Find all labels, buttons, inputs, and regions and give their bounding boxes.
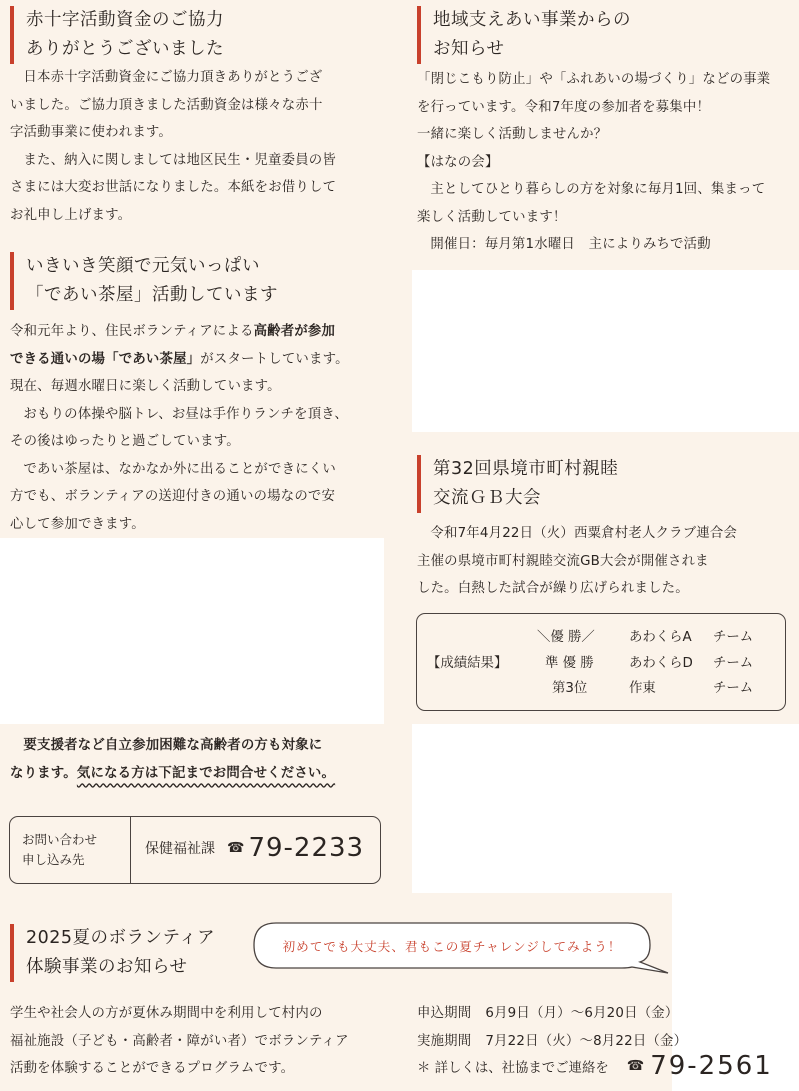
red-cross-title-line1: 赤十字活動資金のご協力 [26,10,224,30]
red-cross-line: 日本赤十字活動資金にご協力頂きありがとうござ [23,70,323,85]
community-line: 主としてひとり暮らしの方を対象に毎月1回、集まって [430,182,766,197]
gb-heading [417,455,618,513]
volunteer-line: 福祉施設（子ども・高齢者・障がい者）でボランティア [10,1033,349,1049]
deai-chaya-title-line2: 「であい茶屋」活動しています [26,285,278,305]
phone-icon: ☎ [227,840,245,856]
volunteer-contact-note: ＊ 詳しくは、社協までご連絡を [417,1060,609,1076]
deai-chaya-text: がスタートしています。 [200,351,349,367]
gb-body [417,520,795,603]
red-cross-title-line2: ありがとうございました [26,39,224,59]
result-suffix: チーム [713,656,754,671]
contact-label-line2: 申し込み先 [22,852,85,867]
deai-chaya-line [10,318,390,346]
contact-divider [130,817,131,883]
deai-chaya-heading [10,252,278,310]
gb-title-line1: 第32回県境市町村親睦 [433,459,619,479]
community-line: 「閉じこもり防止」や「ふれあいの場づくり」などの事業 [417,72,771,87]
deai-chaya-line: 心して参加できます。 [10,516,145,532]
volunteer-title-line1: 2025夏のボランティア [26,928,216,948]
result-suffix: チーム [713,681,754,696]
speech-bubble-text: 初めてでも大丈夫、君もこの夏チャレンジしてみよう！ [282,938,622,954]
deai-chaya-line: であい茶屋は、なかなか外に出ることができにくい [23,461,336,477]
volunteer-body [10,1000,400,1083]
phone-icon: ☎ [626,1058,645,1074]
apply-period-row [417,1000,797,1028]
deai-chaya-line: その後はゆったりと過ごしています。 [10,434,240,449]
gb-line: した。白熱した試合が繰り広げられました。 [417,581,689,596]
community-title-line1: 地域支えあい事業からの [433,10,631,30]
deai-chaya-line: 方でも、ボランティアの送迎付きの通いの場なので安 [10,489,336,504]
apply-period-label: 申込期間 [417,1006,472,1021]
deai-chaya-bold-text: 高齢者が参加 [253,324,336,339]
contact-label [22,830,97,870]
contact-box [9,816,381,884]
red-cross-heading [10,6,224,64]
results-box [416,613,786,711]
volunteer-contact-row [417,1051,773,1081]
deai-chaya-line [10,346,390,374]
contact-phone-number[interactable]: 79-2233 [248,833,365,863]
community-title-line2: お知らせ [433,39,505,59]
apply-period-value: 6月9日（月）～6月20日（金） [485,1006,679,1021]
result-team: あわくらD [629,656,693,671]
result-place: ＼優 勝／ [537,630,595,645]
contact-label-line1: お問い合わせ [22,832,98,847]
deai-chaya-line: おもりの体操や脳トレ、お昼は手作りランチを頂き、 [23,406,348,422]
red-cross-body [10,64,390,229]
speech-bubble [252,921,672,977]
note-text: なります。 [10,765,77,781]
note-line [10,760,390,788]
result-row [552,677,753,696]
results-label: 【成績結果】 [427,656,508,671]
deai-chaya-body [10,318,390,538]
contact-dept: 保健福祉課 [145,841,215,857]
volunteer-heading [10,924,215,982]
result-row [545,652,753,671]
deai-chaya-line: 現在、毎週水曜日に楽しく活動しています。 [10,379,281,394]
impl-period-value: 7月22日（火）～8月22日（金） [485,1033,688,1049]
note-underlined-text: 気になる方は下記までお問合せください。 [76,765,336,781]
community-line: を行っています。令和7年度の参加者を募集中！ [417,99,711,115]
red-cross-line: また、納入に関しましては地区民生・児童委員の皆 [23,152,336,168]
result-suffix: チーム [713,630,754,645]
community-line: 一緒に楽しく活動しませんか？ [417,127,608,142]
contact-info [145,833,364,863]
result-team: あわくらA [629,630,692,645]
red-cross-line: いました。ご協力頂きました活動資金は様々な赤十 [10,97,323,113]
result-row [537,626,753,645]
community-line: 開催日：毎月第1水曜日 主によりみちで活動 [430,237,711,252]
deai-chaya-title-line1: いきいき笑顔で元気いっぱい [26,256,260,276]
red-cross-line: お礼申し上げます。 [10,207,132,223]
volunteer-phone-number[interactable]: 79-2561 [650,1051,773,1081]
volunteer-line: 活動を体験することができるプログラムです。 [10,1061,295,1076]
volunteer-line: 学生や社会人の方が夏休み期間中を利用して村内の [10,1006,323,1021]
community-body [417,66,795,259]
deai-chaya-bold-text: できる通いの場「であい茶屋」 [10,351,201,367]
impl-period-label: 実施期間 [417,1033,472,1049]
gb-line: 主催の県境市町村親睦交流GB大会が開催されま [417,553,709,569]
red-cross-line: さまには大変お世話になりました。本紙をお借りして [10,180,337,195]
red-cross-line: 字活動事業に使われます。 [10,125,173,140]
note-line: 要支援者など自立参加困難な高齢者の方も対象に [23,738,323,753]
community-heading [417,6,631,64]
deai-chaya-note [10,732,390,787]
result-place: 第3位 [552,681,588,696]
community-line: 楽しく活動しています！ [417,209,567,225]
volunteer-periods [417,1000,797,1055]
community-line: 【はなの会】 [417,154,499,170]
result-team: 作東 [629,681,656,696]
gb-line: 令和7年4月22日（火）西粟倉村老人クラブ連合会 [430,526,738,541]
result-place: 準 優 勝 [545,656,594,671]
volunteer-title-line2: 体験事業のお知らせ [26,957,188,977]
deai-chaya-text: 令和元年より、住民ボランティアによる [10,324,254,339]
gb-title-line2: 交流ＧＢ大会 [433,488,541,508]
